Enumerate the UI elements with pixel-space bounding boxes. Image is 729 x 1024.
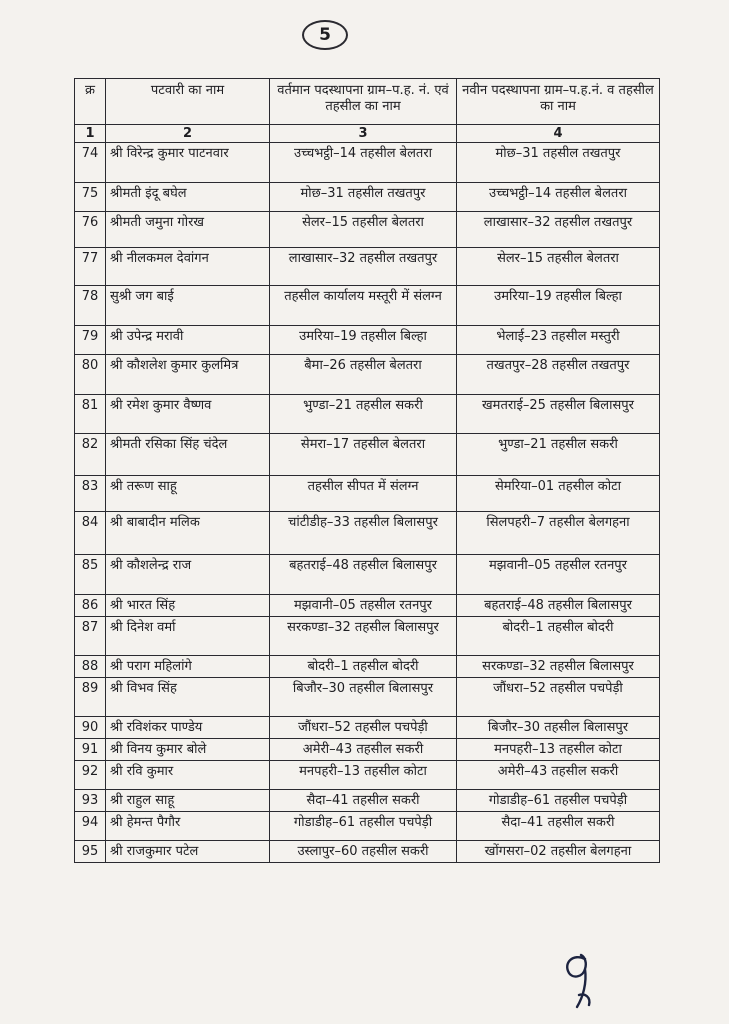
patwari-name-cell: श्री हेमन्त पैगौर (106, 812, 270, 841)
table-row (75, 841, 660, 863)
table-row (75, 434, 660, 476)
new-posting-cell: खोंगसरा–02 तहसील बेलगहना (457, 841, 660, 863)
serial-cell: 78 (75, 286, 106, 326)
header-current-posting: वर्तमान पदस्थापना ग्राम–प.ह. नं. एवं तहसील का नाम (270, 79, 457, 125)
patwari-name-cell: श्री रमेश कुमार वैष्णव (106, 395, 270, 434)
serial-cell: 94 (75, 812, 106, 841)
patwari-name-cell: सुश्री जग बाई (106, 286, 270, 326)
table-row (75, 617, 660, 656)
new-posting-cell: गोडाडीह–61 तहसील पचपेड़ी (457, 790, 660, 812)
current-posting-cell: मोछ–31 तहसील तखतपुर (270, 183, 457, 212)
new-posting-cell: बोदरी–1 तहसील बोदरी (457, 617, 660, 656)
new-posting-cell: भेलाई–23 तहसील मस्तुरी (457, 326, 660, 355)
current-posting-cell: सरकण्डा–32 तहसील बिलासपुर (270, 617, 457, 656)
table-row (75, 183, 660, 212)
patwari-name-cell: श्री राहुल साहू (106, 790, 270, 812)
new-posting-cell: खमतराई–25 तहसील बिलासपुर (457, 395, 660, 434)
patwari-name-cell: श्रीमती रसिका सिंह चंदेल (106, 434, 270, 476)
new-posting-cell: उमरिया–19 तहसील बिल्हा (457, 286, 660, 326)
patwari-name-cell: श्री विरेन्द्र कुमार पाटनवार (106, 143, 270, 183)
new-posting-cell: मनपहरी–13 तहसील कोटा (457, 739, 660, 761)
current-posting-cell: सेमरा–17 तहसील बेलतरा (270, 434, 457, 476)
new-posting-cell: तखतपुर–28 तहसील तखतपुर (457, 355, 660, 395)
new-posting-cell: सिलपहरी–7 तहसील बेलगहना (457, 512, 660, 555)
patwari-name-cell: श्री पराग महिलांगे (106, 656, 270, 678)
serial-cell: 89 (75, 678, 106, 717)
new-posting-cell: सरकण्डा–32 तहसील बिलासपुर (457, 656, 660, 678)
new-posting-cell: मोछ–31 तहसील तखतपुर (457, 143, 660, 183)
serial-cell: 76 (75, 212, 106, 248)
patwari-name-cell: श्री विभव सिंह (106, 678, 270, 717)
current-posting-cell: सेलर–15 तहसील बेलतरा (270, 212, 457, 248)
current-posting-cell: भुण्डा–21 तहसील सकरी (270, 395, 457, 434)
serial-cell: 95 (75, 841, 106, 863)
current-posting-cell: बैमा–26 तहसील बेलतरा (270, 355, 457, 395)
current-posting-cell: चांटीडीह–33 तहसील बिलासपुर (270, 512, 457, 555)
column-index: 4 (457, 125, 660, 143)
serial-cell: 93 (75, 790, 106, 812)
new-posting-cell: जौंधरा–52 तहसील पचपेड़ी (457, 678, 660, 717)
new-posting-cell: सेलर–15 तहसील बेलतरा (457, 248, 660, 286)
table-row (75, 212, 660, 248)
patwari-name-cell: श्री विनय कुमार बोले (106, 739, 270, 761)
current-posting-cell: तहसील कार्यालय मस्तूरी में संलग्न (270, 286, 457, 326)
new-posting-cell: लाखासार–32 तहसील तखतपुर (457, 212, 660, 248)
serial-cell: 87 (75, 617, 106, 656)
serial-cell: 86 (75, 595, 106, 617)
current-posting-cell: उमरिया–19 तहसील बिल्हा (270, 326, 457, 355)
column-index-row (75, 125, 660, 143)
current-posting-cell: लाखासार–32 तहसील तखतपुर (270, 248, 457, 286)
table-body (75, 143, 660, 863)
table-row (75, 555, 660, 595)
serial-cell: 83 (75, 476, 106, 512)
serial-cell: 79 (75, 326, 106, 355)
new-posting-cell: बहतराई–48 तहसील बिलासपुर (457, 595, 660, 617)
current-posting-cell: मझवानी–05 तहसील रतनपुर (270, 595, 457, 617)
table-header-row (75, 79, 660, 125)
new-posting-cell: बिजौर–30 तहसील बिलासपुर (457, 717, 660, 739)
current-posting-cell: बिजौर–30 तहसील बिलासपुर (270, 678, 457, 717)
serial-cell: 84 (75, 512, 106, 555)
table-row (75, 739, 660, 761)
column-index: 1 (75, 125, 106, 143)
serial-cell: 91 (75, 739, 106, 761)
new-posting-cell: सेमरिया–01 तहसील कोटा (457, 476, 660, 512)
signature-mark (555, 945, 605, 1015)
table-row (75, 395, 660, 434)
serial-cell: 77 (75, 248, 106, 286)
patwari-name-cell: श्री कौशलेश कुमार कुलमित्र (106, 355, 270, 395)
patwari-name-cell: श्री बाबादीन मलिक (106, 512, 270, 555)
table-row (75, 286, 660, 326)
table-row (75, 476, 660, 512)
table-row (75, 143, 660, 183)
serial-cell: 85 (75, 555, 106, 595)
new-posting-cell: सैदा–41 तहसील सकरी (457, 812, 660, 841)
patwari-transfer-table (74, 78, 660, 863)
table-row (75, 717, 660, 739)
new-posting-cell: उच्चभट्ठी–14 तहसील बेलतरा (457, 183, 660, 212)
current-posting-cell: बोदरी–1 तहसील बोदरी (270, 656, 457, 678)
serial-cell: 80 (75, 355, 106, 395)
current-posting-cell: अमेरी–43 तहसील सकरी (270, 739, 457, 761)
patwari-name-cell: श्री रविशंकर पाण्डेय (106, 717, 270, 739)
table-row (75, 790, 660, 812)
patwari-name-cell: श्रीमती इंदू बघेल (106, 183, 270, 212)
current-posting-cell: उच्चभट्ठी–14 तहसील बेलतरा (270, 143, 457, 183)
table-row (75, 761, 660, 790)
patwari-name-cell: श्री भारत सिंह (106, 595, 270, 617)
serial-cell: 88 (75, 656, 106, 678)
current-posting-cell: उस्लापुर–60 तहसील सकरी (270, 841, 457, 863)
table-row (75, 656, 660, 678)
patwari-name-cell: श्री रवि कुमार (106, 761, 270, 790)
patwari-name-cell: श्री दिनेश वर्मा (106, 617, 270, 656)
page-number-badge (302, 20, 348, 50)
table-row (75, 812, 660, 841)
current-posting-cell: मनपहरी–13 तहसील कोटा (270, 761, 457, 790)
table-row (75, 512, 660, 555)
page-number: 5 (319, 25, 331, 45)
patwari-name-cell: श्री कौशलेन्द्र राज (106, 555, 270, 595)
patwari-name-cell: श्रीमती जमुना गोरख (106, 212, 270, 248)
header-new-posting: नवीन पदस्थापना ग्राम–प.ह.नं. व तहसील का नाम (457, 79, 660, 125)
current-posting-cell: तहसील सीपत में संलग्न (270, 476, 457, 512)
table-row (75, 326, 660, 355)
patwari-name-cell: श्री नीलकमल देवांगन (106, 248, 270, 286)
current-posting-cell: सैदा–41 तहसील सकरी (270, 790, 457, 812)
table-row (75, 678, 660, 717)
table-row (75, 355, 660, 395)
current-posting-cell: जौंधरा–52 तहसील पचपेड़ी (270, 717, 457, 739)
column-index: 3 (270, 125, 457, 143)
current-posting-cell: बहतराई–48 तहसील बिलासपुर (270, 555, 457, 595)
header-name: पटवारी का नाम (106, 79, 270, 125)
patwari-name-cell: श्री उपेन्द्र मरावी (106, 326, 270, 355)
patwari-name-cell: श्री राजकुमार पटेल (106, 841, 270, 863)
table-row (75, 248, 660, 286)
patwari-name-cell: श्री तरूण साहू (106, 476, 270, 512)
header-serial: क्र (75, 79, 106, 125)
serial-cell: 92 (75, 761, 106, 790)
serial-cell: 82 (75, 434, 106, 476)
serial-cell: 74 (75, 143, 106, 183)
column-index: 2 (106, 125, 270, 143)
current-posting-cell: गोडाडीह–61 तहसील पचपेड़ी (270, 812, 457, 841)
serial-cell: 90 (75, 717, 106, 739)
serial-cell: 81 (75, 395, 106, 434)
table-row (75, 595, 660, 617)
new-posting-cell: अमेरी–43 तहसील सकरी (457, 761, 660, 790)
new-posting-cell: मझवानी–05 तहसील रतनपुर (457, 555, 660, 595)
serial-cell: 75 (75, 183, 106, 212)
new-posting-cell: भुण्डा–21 तहसील सकरी (457, 434, 660, 476)
